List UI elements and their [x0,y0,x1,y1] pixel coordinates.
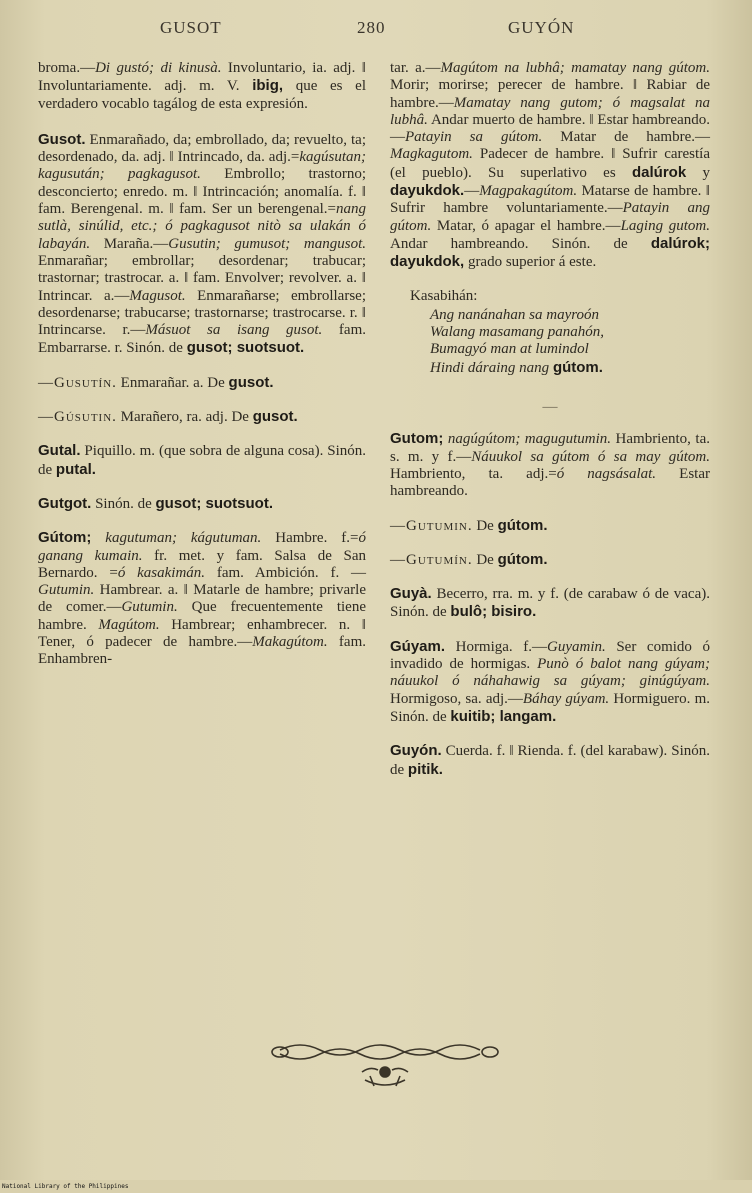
section-divider: — [542,399,558,416]
tailpiece-ornament-icon [270,1036,500,1096]
entry-gutom-adj: Gutom; nagúgútom; magugutumin. Hambriento, ta. s. m. y f.—Náuukol sa gútom ó sa may gútom. Hambriento, ta. adj.=ó nagsásalat. Estar hambreando. [390,430,710,500]
verse-line: Hindi dáraing nang gútom. [430,358,603,376]
entry-guyon: Guyón. Cuerda. f. ‖ Rienda. f. (del karabaw). Sinón. de pitik. [390,742,710,778]
verse-line: Ang nanánahan sa mayroón [430,306,600,323]
entry-gutumin: —Gutumin. De gútom. [390,516,548,534]
entry-gutumin-accented: —Gutumín. De gútom. [390,550,548,568]
entry-guyam: Gúyam. Hormiga. f.—Guyamin. Ser comido ó invadido de hormigas. Punò ó balot nang gúyam; náuukol ó náhahawig sa gúyam; ginúgúyam. Hormigoso, sa. adj.—Báhay gúyam. Hormiguero. m. Sinón. de kuitib; langam. [390,637,711,725]
entry-gusutin: —Gusutín. Enmarañar. a. De gusot. [38,373,274,391]
entry-guya: Guyà. Becerro, rra. m. y f. (de carabaw ó de vaca). Sinón. de bulô; bisiro. [390,585,710,621]
entry-gutom: Gútom; kagutuman; kágutuman. Hambre. f.=ó ganang kumain. fr. met. y fam. Salsa de San Bernardo. =ó kasakimán. fam. Ambición. f. —Gutumin. Hambrear. a. ‖ Matarle de hambre; privarle de comer.—Gutumin. Que frecuentemente tiene hambre. Magútom. Hambrear; enhambrecer. n. ‖ Tener, ó padecer de hambre.—Makagútom. fam. Enhambren- [38,529,366,668]
page-number: 280 [357,18,386,37]
left-column [38,60,366,685]
verse-line: Walang masamang panahón, [430,324,605,341]
library-credit: National Library of the Philippines [2,1183,129,1190]
right-column [390,60,710,795]
header-right-guideword: GUYÓN [508,18,575,37]
entry-gutom-continued: tar. a.—Magútom na lubhâ; mamatay nang gútom. Morir; morirse; perecer de hambre. ‖ Rabiar de hambre.—Mamatay nang gutom; ó magsalat na lubhâ. Andar muerto de hambre. ‖ Estar hambreando.—Patayin sa gútom. Matar de hambre.—Magkagutom. Padecer de hambre. ‖ Sufrir carestía (el pueblo). Su superlativo es dalúrok y dayukdok.—Magpakagútom. Matarse de hambre. ‖ Sufrir hambre voluntariamente.—Patayin ang gútom. Matar, ó apagar el hambre.—Laging gutom. Andar hambreando. Sinón. de dalúrok; dayukdok, grado superior á este. [390,60,710,271]
entry-gutal: Gutal. Piquillo. m. (que sobra de alguna cosa). Sinón. de putal. [38,442,366,478]
running-header [0,18,752,44]
verse-line: Bumagyó man at lumindol [430,341,589,358]
headword: Gusot. [38,130,86,148]
entry-continuation: broma.—Di gustó; di kinusà. Involuntario, ia. adj. ‖ Involuntariamente. adj. m. V. ibig, que es el verdadero vocablo tagálog de esta expresión. [38,60,366,112]
entry-gutgot: Gutgot. Sinón. de gusot; suotsuot. [38,494,273,512]
proverb-verse [410,288,710,377]
proverb-label: Kasabihán: [410,287,478,304]
entry-gusutin-adj: —Gúsutin. Marañero, ra. adj. De gusot. [38,408,298,426]
header-left-guideword: GUSOT [160,18,222,37]
entry-gusot: Gusot. Enmarañado, da; embrollado, da; revuelto, ta; desordenado, da. adj. ‖ Intrincado, da. adj.=kagúsutan; kagusután; pagkagusot. Embrollo; trastorno; desconcierto; enredo. m. ‖ Intrincación; anomalía. f. ‖ fam. Berengenal. m. ‖ fam. Ser un berengenal.=nang sutlà, sinúlid, etc.; ó pagkagusot nitò sa ulakán ó labayán. Maraña.—Gusutin; gumusot; mangusot. Enmarañar; embrollar; desordenar; trabucar; trastornar; trastrocar. a. ‖ fam. Envolver; revolver. a. ‖ Intrincar. a.—Magusot. Enmarañarse; embrollarse; desordenarse; trabucarse; trastornarse; trastrocarse. r. ‖ Intrincarse. r.—Másuot sa isang gusot. fam. Embarrarse. r. Sinón. de gusot; suotsuot. [38,130,366,357]
